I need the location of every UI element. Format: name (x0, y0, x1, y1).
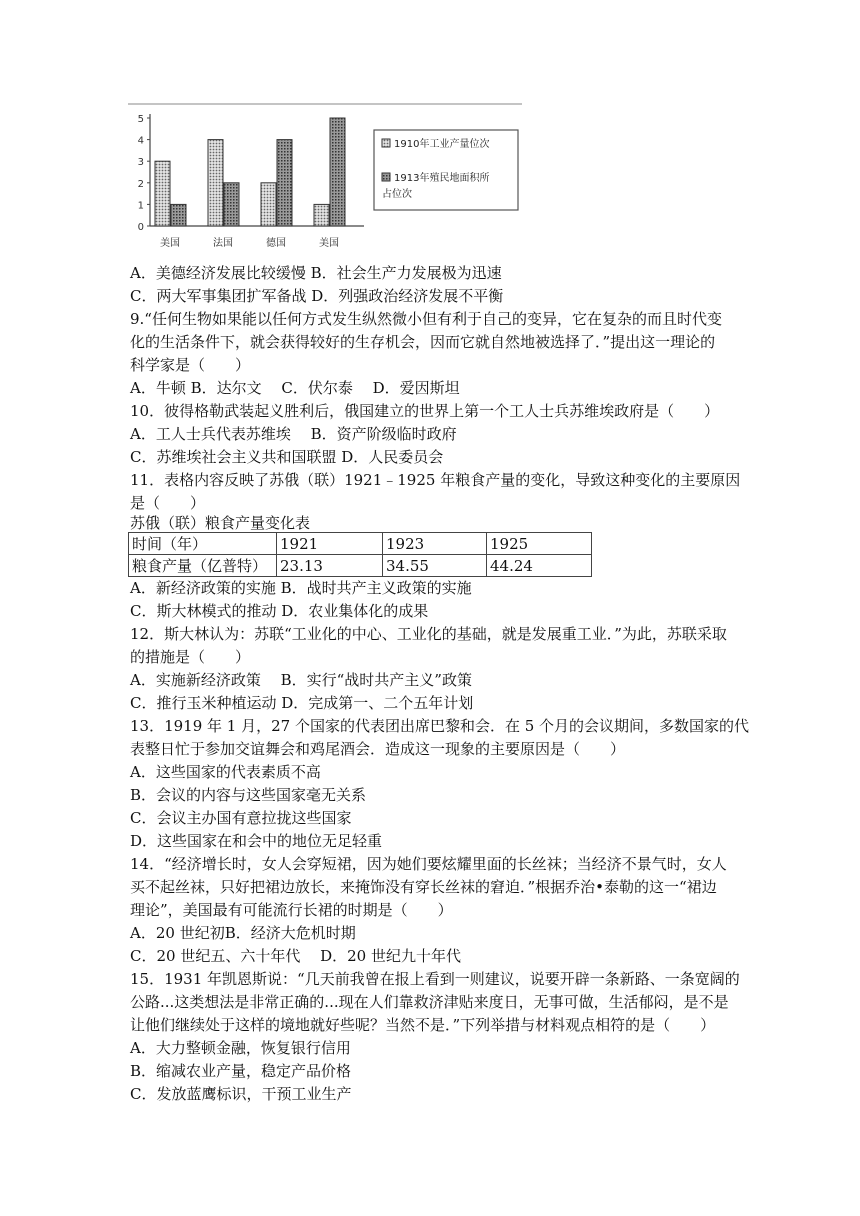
legend-swatch (382, 173, 390, 181)
table-cell: 1925 (487, 533, 592, 555)
question-13-option-b: B．会议的内容与这些国家毫无关系 (130, 786, 367, 804)
question-14-option-a-b: A．20 世纪初B．经济大危机时期 (130, 924, 356, 942)
question-10-option-a-b: A．工人士兵代表苏维埃 B．资产阶级临时政府 (130, 425, 457, 443)
legend-label-cont: 占位次 (382, 189, 412, 200)
question-12-text-line-1: 12．斯大林认为：苏联“工业化的中心、工业化的基础，就是发展重工业．”为此，苏联采取 (130, 625, 727, 643)
bar (224, 183, 239, 226)
question-14-option-c-d: C．20 世纪五、六十年代 D．20 世纪九十年代 (130, 947, 461, 965)
y-tick-label: 1 (137, 200, 144, 212)
bar (261, 183, 276, 226)
table-row (129, 533, 592, 555)
question-9-text-line-3: 科学家是（ ） (130, 356, 251, 374)
bar (314, 204, 329, 226)
x-tick-label: 德国 (266, 238, 286, 249)
y-tick-label: 4 (137, 135, 144, 147)
table-cell: 1923 (383, 533, 487, 555)
table-caption: 苏俄（联）粮食产量变化表 (130, 514, 311, 532)
question-15-option-b: B．缩减农业产量，稳定产品价格 (130, 1062, 352, 1080)
question-10-option-c-d: C．苏维埃社会主义共和国联盟 D．人民委员会 (130, 448, 444, 466)
question-15-text-line-2: 公路...这类想法是非常正确的...现在人们靠救济津贴来度日，无事可做，生活郁闷，是不是 (130, 993, 729, 1011)
x-tick-label: 美国 (319, 238, 339, 249)
table-cell: 时间（年） (129, 533, 277, 555)
question-9-text-line-2: 化的生活条件下，就会获得较好的生存机会，因而它就自然地被选择了．”提出这一理论的 (130, 333, 716, 351)
chart-question-option-a-b: A．美德经济发展比较缓慢 B．社会生产力发展极为迅速 (130, 264, 502, 282)
question-9-options: A．牛顿 B．达尔文 C．伏尔泰 D．爱因斯坦 (130, 379, 460, 397)
bar (277, 140, 292, 226)
question-15-option-c: C．发放蓝鹰标识，干预工业生产 (130, 1085, 352, 1103)
bar (208, 140, 223, 226)
question-13-option-d: D．这些国家在和会中的地位无足轻重 (130, 832, 383, 850)
question-14-text-line-1: 14．“经济增长时，女人会穿短裙，因为她们要炫耀里面的长丝袜；当经济不景气时，女人 (130, 855, 727, 873)
legend-label: 1913年殖民地面积所 (394, 173, 490, 184)
question-15-option-a: A．大力整顿金融，恢复银行信用 (130, 1039, 351, 1057)
question-15-text-line-1: 15．1931 年凯恩斯说：“几天前我曾在报上看到一则建议，说要开辟一条新路、一条宽阔的 (130, 970, 740, 988)
question-13-option-a: A．这些国家的代表素质不高 (130, 763, 321, 781)
y-tick-label: 2 (137, 178, 144, 190)
bar (330, 118, 345, 226)
question-12-option-a-b: A．实施新经济政策 B．实行“战时共产主义”政策 (130, 671, 472, 689)
question-12-text-line-2: 的措施是（ ） (130, 648, 251, 666)
question-10-text: 10．彼得格勒武装起义胜利后，俄国建立的世界上第一个工人士兵苏维埃政府是（ ） (130, 402, 720, 420)
bar (155, 161, 170, 226)
table-cell: 23.13 (277, 555, 383, 577)
x-tick-label: 法国 (213, 238, 233, 249)
question-15-text-line-3: 让他们继续处于这样的境地就好些呢？当然不是．”下列举措与材料观点相符的是（ ） (130, 1016, 716, 1034)
legend-label: 1910年工业产量位次 (394, 139, 490, 150)
y-tick-label: 3 (137, 157, 144, 169)
table-cell: 34.55 (383, 555, 487, 577)
bar (171, 204, 186, 226)
question-14-text-line-3: 理论”，美国最有可能流行长裙的时期是（ ） (130, 901, 453, 919)
grain-output-table (128, 532, 592, 577)
question-13-text-line-1: 13．1919 年 1 月，27 个国家的代表团出席巴黎和会．在 5 个月的会议期间，多数国家的代 (130, 717, 750, 735)
y-tick-label: 0 (137, 222, 144, 233)
question-11-text-line-2: 是（ ） (130, 494, 206, 512)
table-cell: 粮食产量（亿普特） (129, 555, 277, 577)
question-11-text-line-1: 11．表格内容反映了苏俄（联）1921﹣1925 年粮食产量的变化，导致这种变化的主要原因 (130, 471, 741, 489)
x-tick-label: 美国 (160, 238, 180, 249)
y-tick-label: 5 (137, 114, 144, 125)
bar-chart (128, 103, 522, 259)
table-cell: 44.24 (487, 555, 592, 577)
question-12-option-c-d: C．推行玉米种植运动 D．完成第一、二个五年计划 (130, 694, 474, 712)
chart-question-option-c-d: C．两大军事集团扩军备战 D．列强政治经济发展不平衡 (130, 287, 504, 305)
legend-swatch (382, 139, 390, 147)
table-cell: 1921 (277, 533, 383, 555)
question-14-text-line-2: 买不起丝袜，只好把裙边放长，来掩饰没有穿长丝袜的窘迫．”根据乔治•泰勒的这一“裙边 (130, 878, 717, 896)
table-row (129, 555, 592, 577)
question-11-option-c-d: C．斯大林模式的推动 D．农业集体化的成果 (130, 602, 429, 620)
question-13-option-c: C．会议主办国有意拉拢这些国家 (130, 809, 352, 827)
question-11-option-a-b: A．新经济政策的实施 B．战时共产主义政策的实施 (130, 579, 472, 597)
question-9-text-line-1: 9.“任何生物如果能以任何方式发生纵然微小但有利于自己的变异，它在复杂的而且时代变 (130, 310, 722, 328)
question-13-text-line-2: 表整日忙于参加交谊舞会和鸡尾酒会．造成这一现象的主要原因是（ ） (130, 740, 626, 758)
